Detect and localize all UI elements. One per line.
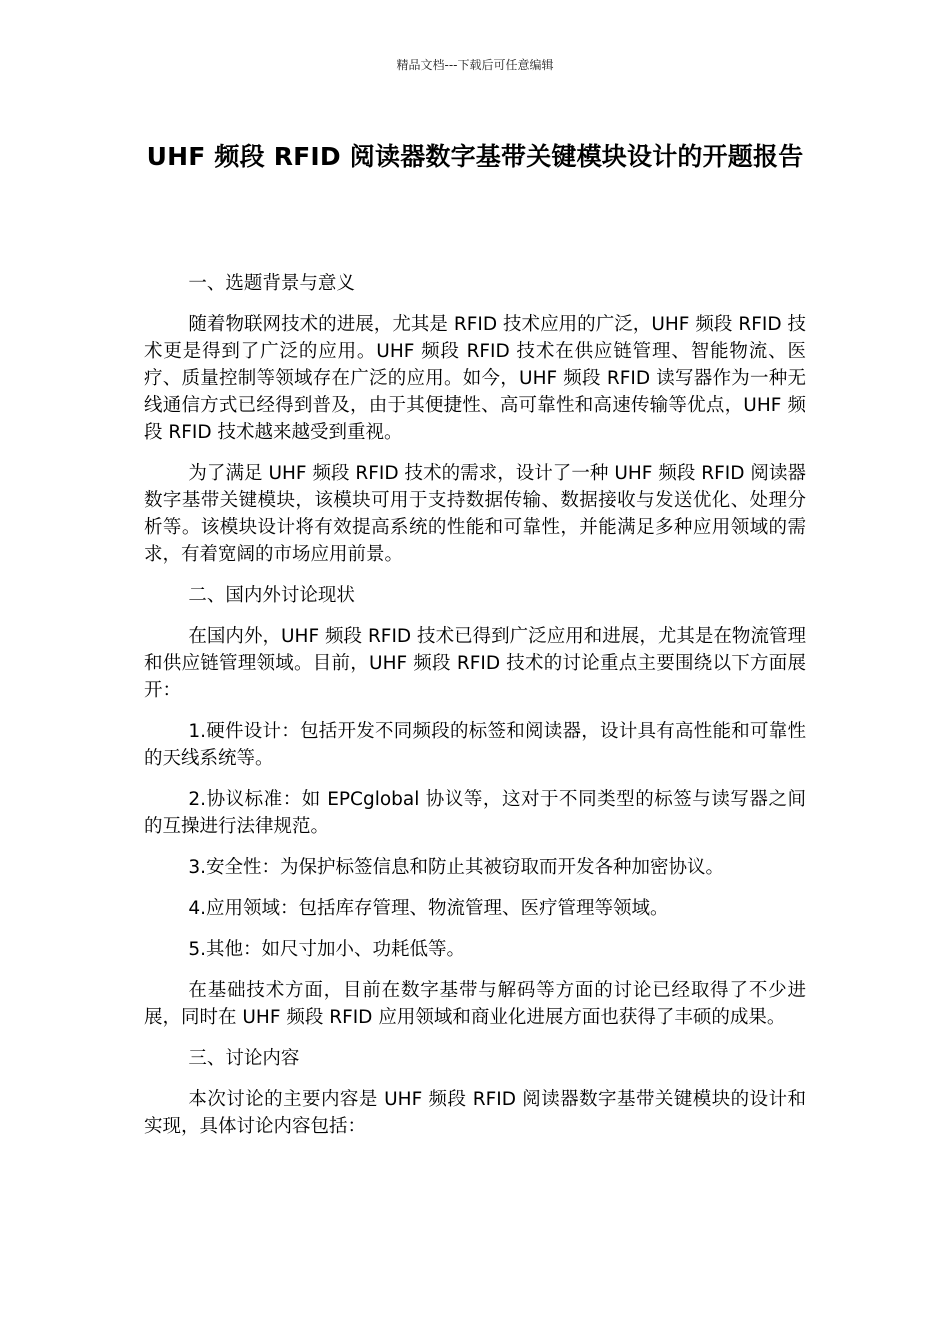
paragraph-content: 本次讨论的主要内容是 UHF 频段 RFID 阅读器数字基带关键模块的设计和实现，具体讨论内容包括：	[144, 1089, 806, 1137]
list-item-other: 5.其他：如尺寸加小、功耗低等。	[188, 939, 466, 960]
list-item-security: 3.安全性：为保护标签信息和防止其被窃取而开发各种加密协议。	[188, 857, 725, 878]
header-note: 精品文档---下载后可任意编辑	[396, 58, 554, 72]
document-title: UHF 频段 RFID 阅读器数字基带关键模块设计的开题报告	[146, 142, 804, 171]
list-item-protocol: 2.协议标准：如 EPCglobal 协议等，这对于不同类型的标签与读写器之间的互操进行法律规范。	[144, 789, 806, 837]
list-item-applications: 4.应用领域：包括库存管理、物流管理、医疗管理等领域。	[188, 898, 669, 919]
list-item-hardware: 1.硬件设计：包括开发不同频段的标签和阅读器，设计具有高性能和可靠性的天线系统等。	[144, 721, 806, 769]
section-heading-background: 一、选题背景与意义	[188, 273, 355, 294]
section-heading-research-status: 二、国内外讨论现状	[188, 585, 355, 606]
paragraph-progress: 在基础技术方面，目前在数字基带与解码等方面的讨论已经取得了不少进展，同时在 UHF 频段 RFID 应用领域和商业化进展方面也获得了丰硕的成果。	[144, 980, 806, 1028]
document-body	[144, 270, 806, 1154]
paragraph-background-1: 随着物联网技术的进展，尤其是 RFID 技术应用的广泛，UHF 频段 RFID 技术更是得到了广泛的应用。UHF 频段 RFID 技术在供应链管理、智能物流、医疗、质量控制等领域存在广泛的应用。如今，UHF 频段 RFID 读写器作为一种无线通信方式已经得到普及，由于其便捷性、高可靠性和高速传输等优点，UHF 频段 RFID 技术越来越受到重视。	[144, 314, 806, 443]
paragraph-background-2: 为了满足 UHF 频段 RFID 技术的需求，设计了一种 UHF 频段 RFID 阅读器数字基带关键模块，该模块可用于支持数据传输、数据接收与发送优化、处理分析等。该模块设计将有效提高系统的性能和可靠性，并能满足多种应用领域的需求，有着宽阔的市场应用前景。	[144, 463, 806, 565]
section-heading-content: 三、讨论内容	[188, 1048, 300, 1069]
paragraph-research-status: 在国内外，UHF 频段 RFID 技术已得到广泛应用和进展，尤其是在物流管理和供应链管理领域。目前，UHF 频段 RFID 技术的讨论重点主要围绕以下方面展开：	[144, 626, 806, 701]
